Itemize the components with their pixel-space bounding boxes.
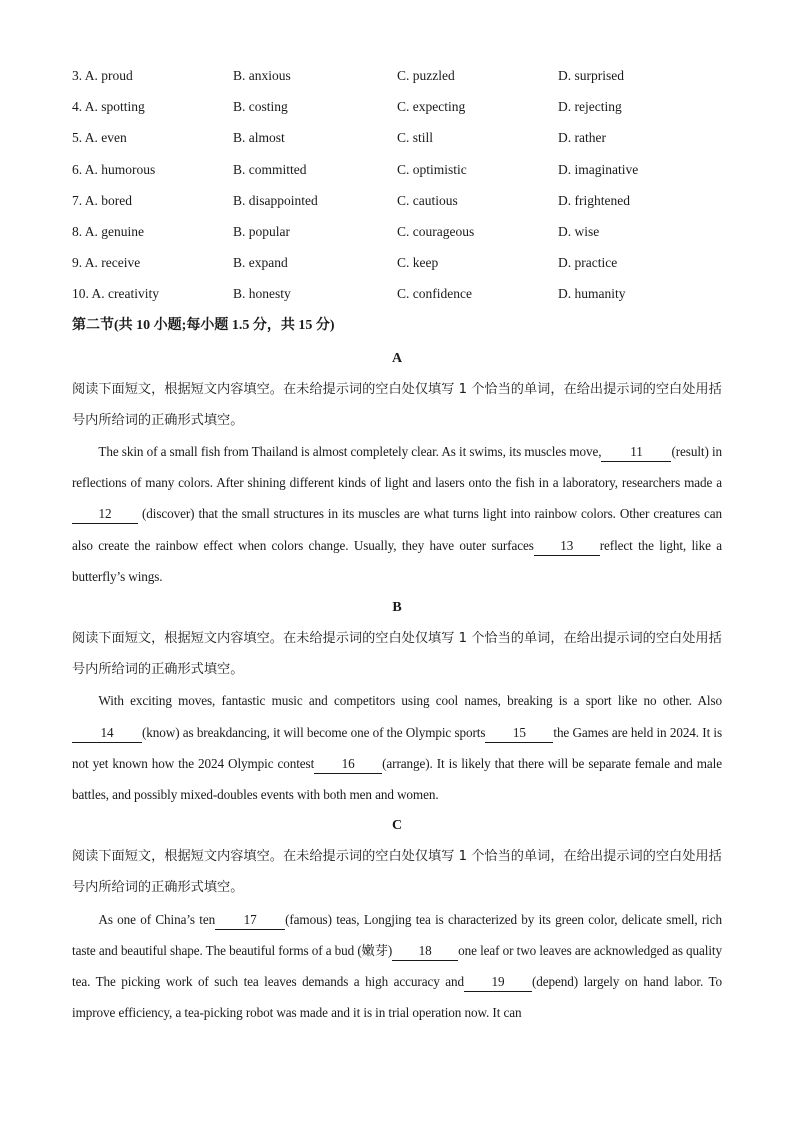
option-c: C. still xyxy=(397,130,434,146)
option-row-8 xyxy=(72,218,722,249)
option-c: C. puzzled xyxy=(397,68,455,83)
option-d: D. frightened xyxy=(558,192,630,208)
option-row-3 xyxy=(72,62,722,93)
option-c: C. cautious xyxy=(397,192,458,208)
option-b: B. disappointed xyxy=(233,192,318,208)
blank-14[interactable]: 14 xyxy=(72,724,142,743)
blank-16[interactable]: 16 xyxy=(314,755,382,774)
option-d: D. humanity xyxy=(558,286,626,302)
passage-c-text xyxy=(72,904,722,1029)
blank-15[interactable]: 15 xyxy=(485,724,553,743)
blank-17[interactable]: 17 xyxy=(215,911,285,930)
option-a: 10. A. creativity xyxy=(72,286,159,302)
option-row-6 xyxy=(72,156,722,187)
option-d: D. rejecting xyxy=(558,99,622,115)
text-run: the Games are held in 2024. It is not yet known how the 2024 Olympic contest xyxy=(72,724,722,771)
option-a: 3. A. proud xyxy=(72,68,133,83)
text-run: The skin of a small fish from Thailand is almost completely clear. As it swims, its muscles move, xyxy=(98,443,602,459)
option-d: D. practice xyxy=(558,255,618,271)
option-b: B. expand xyxy=(233,255,288,271)
option-a: 7. A. bored xyxy=(72,192,132,208)
option-a: 4. A. spotting xyxy=(72,99,145,115)
option-row-9 xyxy=(72,249,722,280)
option-d: D. surprised xyxy=(558,68,624,83)
passage-a-instruction: 阅读下面短文，根据短文内容填空。在未给提示词的空白处仅填写 1 个恰当的单词，在给出提示词的空白处用括号内所给词的正确形式填空。 xyxy=(72,381,722,428)
text-run: (arrange). It is likely that there will be separate female and male battles, and possibly mixed-doubles events with both men and women. xyxy=(72,755,722,802)
text-run: one leaf or two leaves are acknowledged as quality tea. The picking work of such tea leaves demands a high accuracy and xyxy=(72,942,722,989)
option-list xyxy=(72,62,722,312)
option-a: 6. A. humorous xyxy=(72,161,156,177)
text-run: With exciting moves, fantastic music and competitors using cool names, breaking is a sport like no other. Also xyxy=(98,693,722,709)
option-row-4 xyxy=(72,93,722,124)
option-d: D. imaginative xyxy=(558,161,639,177)
option-c: C. optimistic xyxy=(397,161,467,177)
passage-b-label: B xyxy=(392,599,402,615)
section-title: 第二节(共 10 小题;每小题 1.5 分，共 15 分) xyxy=(72,317,335,333)
text-run: (depend) largely on hand labor. To improve efficiency, a tea-picking robot was made and it is in trial operation now. It can xyxy=(72,973,722,1021)
passage-c-instruction: 阅读下面短文，根据短文内容填空。在未给提示词的空白处仅填写 1 个恰当的单词，在给出提示词的空白处用括号内所给词的正确形式填空。 xyxy=(72,849,722,896)
option-a: 8. A. genuine xyxy=(72,223,144,239)
passage-c-label: C xyxy=(391,818,403,834)
option-c: C. courageous xyxy=(397,223,475,239)
passage-b-instruction: 阅读下面短文，根据短文内容填空。在未给提示词的空白处仅填写 1 个恰当的单词，在给出提示词的空白处用括号内所给词的正确形式填空。 xyxy=(72,630,722,678)
option-c: C. confidence xyxy=(397,286,472,302)
text-run: (famous) teas, Longjing tea is characterized by its green color, delicate smell, rich taste and beautiful shape. The beautiful forms of a bud (嫩芽) xyxy=(72,911,722,958)
blank-13[interactable]: 13 xyxy=(534,537,600,556)
option-b: B. honesty xyxy=(233,286,291,302)
passage-b-text xyxy=(72,685,722,810)
passage-a-text xyxy=(72,436,722,592)
exam-page xyxy=(72,62,722,1028)
option-d: D. rather xyxy=(558,130,606,146)
blank-19[interactable]: 19 xyxy=(464,973,532,992)
blank-12[interactable]: 12 xyxy=(72,505,138,524)
option-a: 9. A. receive xyxy=(72,255,141,271)
option-c: C. expecting xyxy=(397,99,466,115)
blank-11[interactable]: 11 xyxy=(601,443,671,462)
text-run: reflect the light, like a butterfly’s wings. xyxy=(72,537,722,584)
option-row-10 xyxy=(72,280,722,311)
option-b: B. anxious xyxy=(233,68,291,83)
option-d: D. wise xyxy=(558,223,600,239)
option-row-5 xyxy=(72,124,722,155)
text-run: (result) in reflections of many colors. After shining different kinds of light and lasers onto the fish in a laboratory, researchers made a xyxy=(72,443,723,491)
option-b: B. costing xyxy=(233,99,288,115)
text-run: (know) as breakdancing, it will become one of the Olympic sports xyxy=(142,724,486,740)
option-c: C. keep xyxy=(397,255,439,271)
text-run: (discover) that the small structures in its muscles are what turns light into rainbow colors. Other creatures can also create the rainbow effect when colors change. Usually, they have outer surfaces xyxy=(72,506,723,553)
option-b: B. almost xyxy=(233,130,285,146)
blank-18[interactable]: 18 xyxy=(392,942,458,961)
option-b: B. popular xyxy=(233,223,290,239)
passage-a-label: A xyxy=(391,350,403,366)
option-a: 5. A. even xyxy=(72,130,127,146)
text-run: As one of China’s ten xyxy=(98,911,216,927)
option-row-7 xyxy=(72,187,722,218)
option-b: B. committed xyxy=(233,161,307,177)
